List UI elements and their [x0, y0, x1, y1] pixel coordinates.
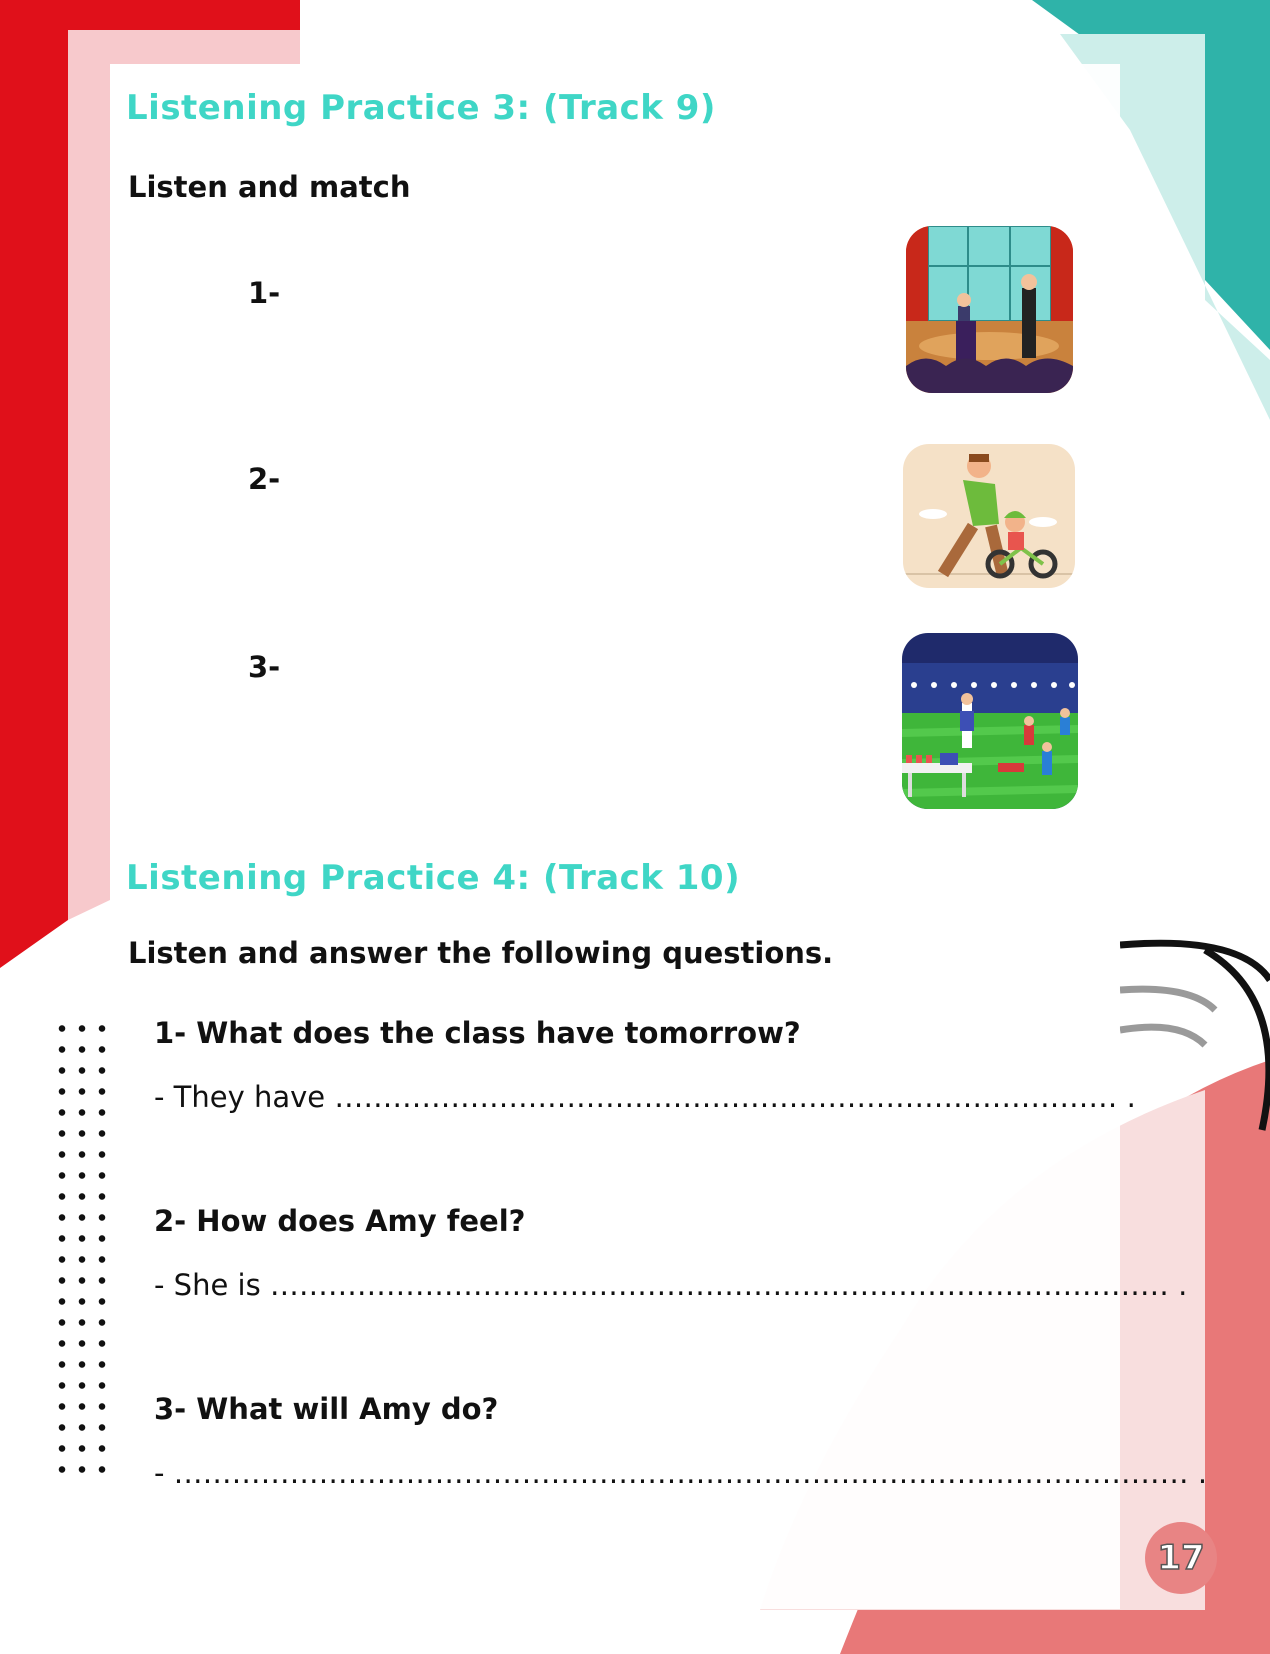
page-number-badge: 17: [1145, 1522, 1217, 1594]
answer-line-1[interactable]: - They have ……………………………………………………………………… .: [154, 1080, 1136, 1114]
riding-bike-picture: [903, 444, 1075, 588]
stage-show-picture: [906, 226, 1073, 393]
question-2: 2- How does Amy feel?: [154, 1204, 526, 1238]
dot-pattern: [52, 1018, 112, 1478]
answer-line-3[interactable]: - …………………………………………………………………………………………… .: [154, 1456, 1208, 1490]
answer-line-2[interactable]: - She is ………………………………………………………………………………… .: [154, 1268, 1188, 1302]
section3-instruction: Listen and match: [128, 170, 411, 204]
stadium-game-picture: [902, 633, 1078, 809]
question-1: 1- What does the class have tomorrow?: [154, 1016, 801, 1050]
section4-instruction: Listen and answer the following questions.: [128, 936, 834, 970]
match-number-1: 1-: [248, 276, 281, 310]
question-3: 3- What will Amy do?: [154, 1392, 499, 1426]
section4-heading: Listening Practice 4: (Track 10): [126, 858, 741, 898]
match-number-2: 2-: [248, 462, 281, 496]
section3-heading: Listening Practice 3: (Track 9): [126, 88, 716, 128]
match-number-3: 3-: [248, 650, 281, 684]
